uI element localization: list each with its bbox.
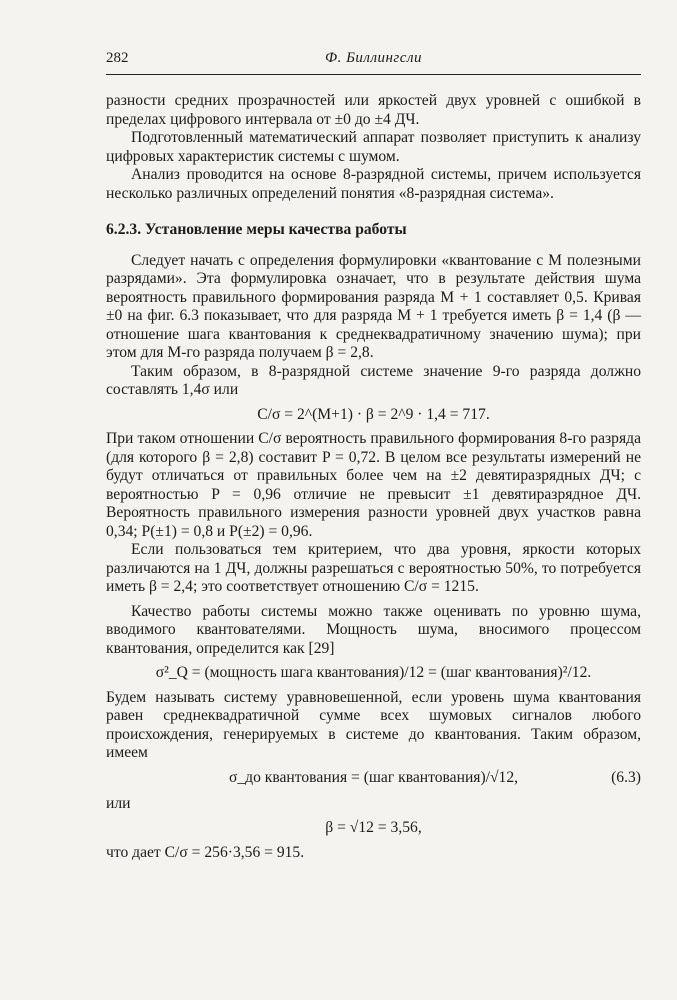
running-title: Ф. Биллингсли [325, 50, 422, 66]
equation-row [106, 769, 641, 789]
equation: β = √12 = 3,56, [325, 819, 422, 836]
paragraph: Подготовленный математический аппарат позволяет приступить к анализу цифровых характеристик системы с шумом. [106, 129, 641, 165]
paragraph: Анализ проводится на основе 8-разрядной системы, причем используется несколько различных определений понятия «8-разрядная система». [106, 166, 641, 202]
section-title: 6.2.3. Установление меры качества работы [106, 221, 407, 238]
paragraph: Будем называть систему уравновешенной, если уровень шума квантования равен среднеквадратичной сумме всех шумовых сигналов любого происхождения, генерируемых в системе до квантования. Таким образом, имеем [106, 688, 641, 761]
page-header [106, 50, 641, 75]
paragraph: разности средних прозрачностей или яркостей двух уровней с ошибкой в пределах цифрового интервала от ±0 до ±4 ДЧ. [106, 92, 641, 128]
page-number: 282 [106, 50, 129, 66]
equation: C/σ = 2^(M+1) · β = 2^9 · 1,4 = 717. [257, 405, 490, 423]
equation: σ²_Q = (мощность шага квантования)/12 = (шаг квантования)²/12. [155, 664, 592, 681]
paragraph: что дает C/σ = 256·3,56 = 915. [106, 843, 305, 861]
paragraph: Если пользоваться тем критерием, что два уровня, яркости которых различаются на 1 ДЧ, должны разрешаться с вероятностью 50%, то потребуется иметь β = 2,4; это соответствует отношению C/σ = 1215. [106, 541, 641, 595]
paragraph: Таким образом, в 8-разрядной системе значение 9-го разряда должно составлять 1,4σ или [106, 362, 641, 398]
paragraph: Качество работы системы можно также оценивать по уровню шума, вводимого квантователями. Мощность шума, вносимого процессом квантования, определится как [29] [106, 602, 641, 657]
equation-number: (6.3) [611, 768, 641, 786]
text-body [106, 92, 641, 862]
paragraph: Следует начать с определения формулировки «квантование с M полезными разрядами». Эта формулировка означает, что в результате действия шума вероятность правильного формирования разряда M + 1 составляет 0,5. Кривая ±0 на фиг. 6.3 показывает, что для разряда M + 1 требуется иметь β = 1,4 (β — отношение шага квантования к среднеквадратичному значению шума); при этом для M-го разряда получаем β = 2,8. [106, 251, 641, 361]
equation: σ_до квантования = (шаг квантования)/√12, [228, 768, 519, 786]
paragraph: или [106, 794, 131, 812]
paragraph: При таком отношении C/σ вероятность правильного формирования 8-го разряда (для которого β = 2,8) составит P = 0,72. В целом все результаты измерений не будут отличаться от правильных более чем на ±2 девятиразрядных ДЧ; с вероятностью P = 0,96 отличие не превысит ±1 девятиразрядное ДЧ. Вероятность правильного измерения разности уровней двух участков равна 0,34; P(±1) = 0,8 и P(±2) = 0,96. [106, 430, 641, 540]
